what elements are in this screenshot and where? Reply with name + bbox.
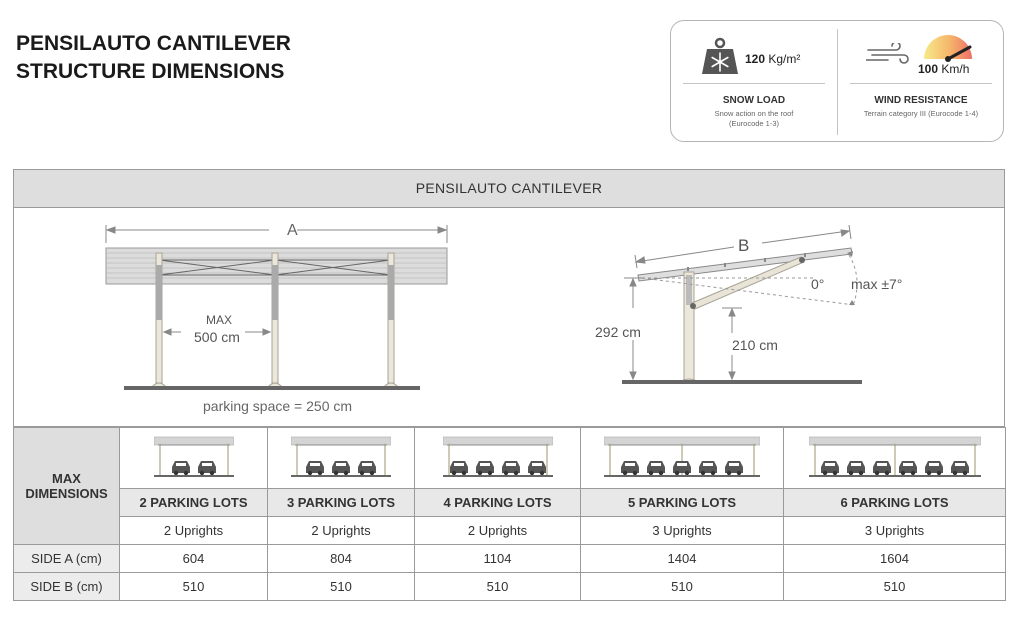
speed-gauge-icon: [920, 29, 976, 63]
lots-2-label: 2 PARKING LOTS: [120, 489, 268, 517]
lots-5-label: 5 PARKING LOTS: [581, 489, 784, 517]
side-b-2: 510: [120, 573, 268, 601]
car-icon: [873, 461, 891, 475]
car-icon: [847, 461, 865, 475]
side-view-drawing: [604, 225, 914, 395]
car-icon: [172, 461, 190, 475]
uprights-4: 2 Uprights: [415, 517, 581, 545]
layout-icon-6-lots: [784, 428, 1006, 489]
mini-post: [227, 443, 229, 475]
snow-load-note: Snow action on the roof (Eurocode 1-3): [714, 109, 794, 128]
max-label: MAX: [206, 313, 233, 327]
uprights-6: 3 Uprights: [784, 517, 1006, 545]
mini-post: [384, 443, 386, 475]
max-spacing-value: 500 cm: [194, 329, 240, 345]
layout-icon-4-lots: [415, 428, 581, 489]
snow-weight-icon: [701, 37, 739, 75]
car-icon: [621, 461, 639, 475]
parking-space-note: parking space = 250 cm: [203, 398, 353, 414]
mini-post: [159, 443, 161, 475]
layout-icon-5-lots: [581, 428, 784, 489]
car-icon: [899, 461, 917, 475]
car-icon: [306, 461, 324, 475]
dimensions-table: [13, 427, 1006, 601]
mini-post: [296, 443, 298, 475]
car-icon: [332, 461, 350, 475]
side-a-5: 1404: [581, 545, 784, 573]
car-icon: [699, 461, 717, 475]
uprights-2: 2 Uprights: [120, 517, 268, 545]
car-icon: [198, 461, 216, 475]
angle-max-label: max ±7°: [851, 276, 903, 292]
page-title: [16, 30, 291, 86]
mini-post: [974, 443, 976, 475]
uprights-3: 2 Uprights: [268, 517, 415, 545]
mini-post: [814, 443, 816, 475]
total-height-label: 292 cm: [595, 324, 641, 340]
side-a-6: 1604: [784, 545, 1006, 573]
car-icon: [951, 461, 969, 475]
carport-3-icon: [291, 435, 391, 481]
layout-icon-3-lots: [268, 428, 415, 489]
side-b-6: 510: [784, 573, 1006, 601]
mini-post: [448, 443, 450, 475]
side-b-5: 510: [581, 573, 784, 601]
wind-resistance-note: Terrain category III (Eurocode 1-4): [863, 109, 979, 118]
snow-load-panel: [671, 21, 837, 141]
dimension-a-label: A: [287, 222, 298, 239]
page-title-line1: PENSILAUTO CANTILEVER: [16, 32, 291, 55]
car-icon: [925, 461, 943, 475]
car-icon: [502, 461, 520, 475]
wind-speed-value: 100 Km/h: [918, 62, 970, 76]
lots-3-label: 3 PARKING LOTS: [268, 489, 415, 517]
snow-load-heading: SNOW LOAD: [722, 95, 786, 106]
side-a-3: 804: [268, 545, 415, 573]
uprights-5: 3 Uprights: [581, 517, 784, 545]
clear-height-label: 210 cm: [732, 337, 778, 353]
angle-zero-label: 0°: [811, 276, 825, 292]
wind-resistance-heading: WIND RESISTANCE: [874, 95, 968, 106]
side-b-label: SIDE B (cm): [14, 573, 120, 601]
panel-heading: PENSILAUTO CANTILEVER: [14, 170, 1004, 208]
car-icon: [450, 461, 468, 475]
snow-load-value: 120 Kg/m²: [745, 52, 801, 66]
mini-post: [894, 443, 896, 475]
carport-4-icon: [443, 435, 553, 481]
lots-6-label: 6 PARKING LOTS: [784, 489, 1006, 517]
carport-6-icon: [809, 435, 981, 481]
page-title-line2: STRUCTURE DIMENSIONS: [16, 60, 285, 83]
carport-2-icon: [154, 435, 234, 481]
wind-icon: [866, 43, 910, 65]
dimension-b-label: B: [738, 236, 750, 255]
lots-4-label: 4 PARKING LOTS: [415, 489, 581, 517]
side-b-4: 510: [415, 573, 581, 601]
car-icon: [358, 461, 376, 475]
front-view-drawing: [99, 215, 459, 395]
side-b-3: 510: [268, 573, 415, 601]
performance-info-box: [670, 20, 1004, 142]
side-a-row: [14, 545, 1006, 573]
side-b-row: [14, 573, 1006, 601]
side-a-4: 1104: [415, 545, 581, 573]
mini-post: [753, 443, 755, 475]
side-a-2: 604: [120, 545, 268, 573]
max-dimensions-header: MAX DIMENSIONS: [14, 428, 120, 545]
carport-5-icon: [604, 435, 760, 481]
wind-resistance-panel: [838, 21, 1004, 141]
car-icon: [476, 461, 494, 475]
structure-drawing-panel: [13, 169, 1005, 427]
mini-post: [546, 443, 548, 475]
car-icon: [528, 461, 546, 475]
car-icon: [647, 461, 665, 475]
mini-post: [609, 443, 611, 475]
car-icon: [821, 461, 839, 475]
car-icon: [725, 461, 743, 475]
side-a-label: SIDE A (cm): [14, 545, 120, 573]
layout-icon-2-lots: [120, 428, 268, 489]
